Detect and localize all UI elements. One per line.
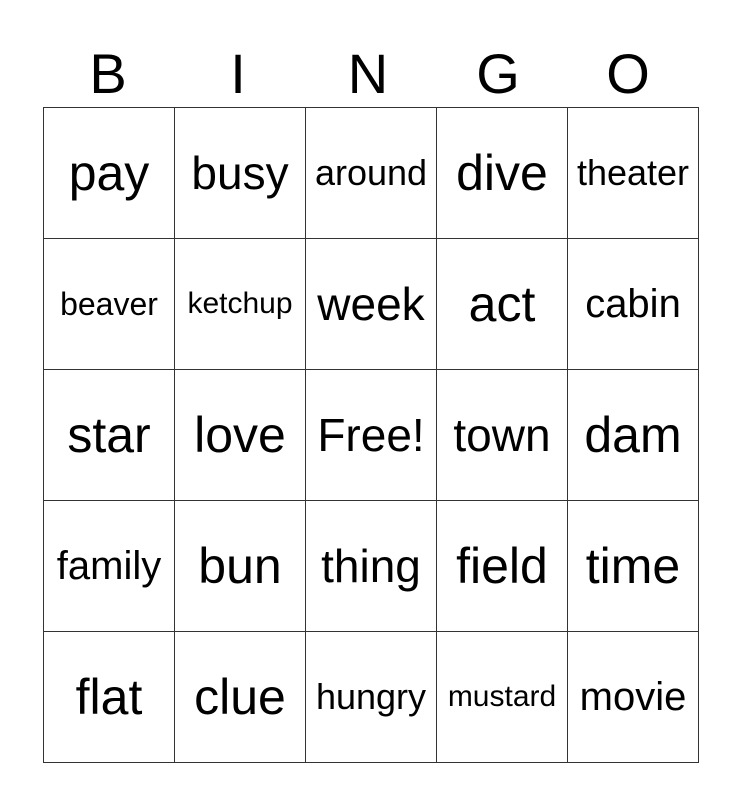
bingo-cell[interactable]: beaver — [44, 239, 175, 370]
board-row-1 — [44, 108, 699, 239]
bingo-cell[interactable]: week — [306, 239, 437, 370]
bingo-cell[interactable]: cabin — [568, 239, 699, 370]
header-letter-g: G — [476, 42, 520, 105]
bingo-cell[interactable]: thing — [306, 501, 437, 632]
bingo-cell[interactable]: love — [175, 370, 306, 501]
bingo-cell[interactable]: mustard — [437, 632, 568, 763]
bingo-cell[interactable]: flat — [44, 632, 175, 763]
bingo-cell[interactable]: theater — [568, 108, 699, 239]
bingo-cell[interactable]: bun — [175, 501, 306, 632]
bingo-cell[interactable]: star — [44, 370, 175, 501]
bingo-cell[interactable]: town — [437, 370, 568, 501]
bingo-cell[interactable]: ketchup — [175, 239, 306, 370]
bingo-cell[interactable]: around — [306, 108, 437, 239]
bingo-cell[interactable]: clue — [175, 632, 306, 763]
bingo-cell[interactable]: dive — [437, 108, 568, 239]
bingo-cell[interactable]: family — [44, 501, 175, 632]
bingo-cell[interactable]: hungry — [306, 632, 437, 763]
bingo-cell[interactable]: act — [437, 239, 568, 370]
board-row-2 — [44, 239, 699, 370]
free-space-cell[interactable]: Free! — [306, 370, 437, 501]
bingo-cell[interactable]: busy — [175, 108, 306, 239]
bingo-cell[interactable]: dam — [568, 370, 699, 501]
bingo-board — [43, 107, 699, 763]
bingo-cell[interactable]: time — [568, 501, 699, 632]
header-letter-i: I — [230, 42, 246, 105]
bingo-header — [43, 40, 693, 108]
bingo-cell[interactable]: pay — [44, 108, 175, 239]
board-row-5 — [44, 632, 699, 763]
header-letter-o: O — [606, 42, 650, 105]
header-letter-n: N — [347, 42, 389, 105]
header-letter-b: B — [89, 42, 127, 105]
board-row-4 — [44, 501, 699, 632]
bingo-cell[interactable]: field — [437, 501, 568, 632]
board-row-3 — [44, 370, 699, 501]
bingo-cell[interactable]: movie — [568, 632, 699, 763]
